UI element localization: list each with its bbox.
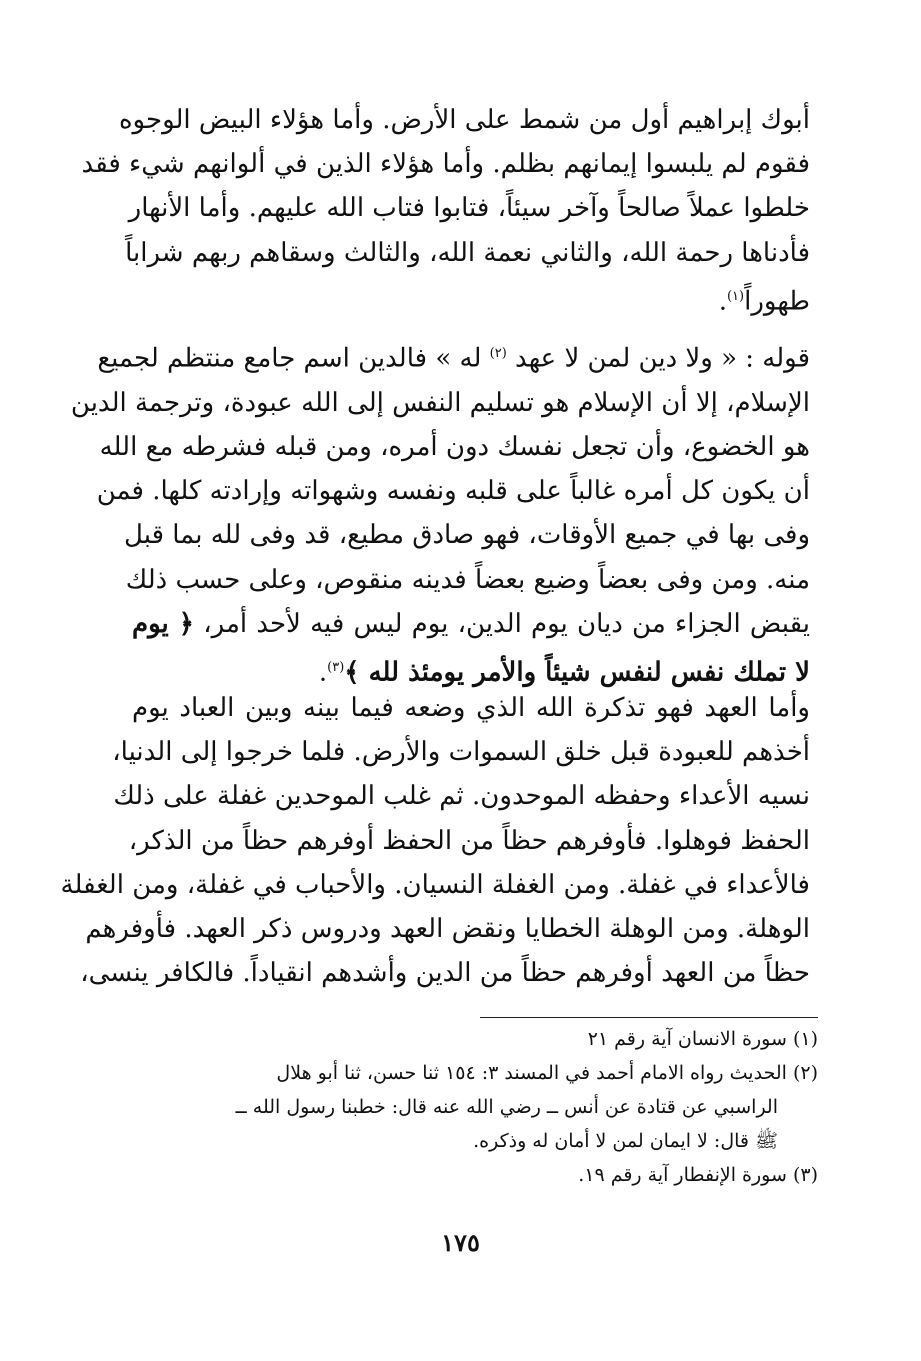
page-number: ١٧٥ [441,1228,480,1257]
text-line: وفى بها في جميع الأوقات، فهو صادق مطيع، قد وفى لله بما قبل [124,520,810,551]
footnote-1: (١) سورة الانسان آية رقم ٢١ [587,1028,818,1050]
text-line: أخذهم للعبودة قبل خلق السموات والأرض. فلما خرجوا إلى الدنيا، [112,737,810,768]
text-line: منه. ومن وفى بعضاً وضيع بعضاً فدينه منقوص، وعلى حسب ذلك [125,564,810,595]
footnote-divider [480,1017,818,1018]
footnote-3: (٣) سورة الإنفطار آية رقم ١٩. [578,1164,818,1186]
text-line: فأدناها رحمة الله، والثاني نعمة الله، والثالث وسقاهم ربهم شراباً [125,237,810,268]
text-line: خلطوا عملاً صالحاً وآخر سيئاً، فتابوا فتاب الله عليهم. وأما الأنهار [128,193,810,224]
text-line: فقوم لم يلبسوا إيمانهم بظلم. وأما هؤلاء الذين في ألوانهم شيء فقد [81,149,810,180]
paragraph-1 [81,98,810,324]
text-line: الإسلام، إلا أن الإسلام هو تسليم النفس إلى الله عبودة، وترجمة الدين [70,387,810,418]
text-fragment: . [718,286,727,317]
text-line: فالأعداء في غفلة. ومن الغفلة النسيان. والأحباب في غفلة، ومن الغفلة [60,869,810,900]
text-line: الوهلة. ومن الوهلة الخطايا ونقض العهد ودروس ذكر العهد. فأوفرهم [85,914,810,945]
footnote-marker: (٢) [489,346,507,361]
quran-verse: لا تملك نفس لنفس شيئاً والأمر يومئذ لله ﴾ [344,657,810,688]
text-line: وأما العهد فهو تذكرة الله الذي وضعه فيما بينه وبين العباد يوم [132,693,810,723]
footnotes [132,1022,818,1192]
text-line [132,602,810,646]
text-line [97,332,810,381]
footnote-marker: (١) [726,288,745,304]
text-line: حظاً من العهد أوفرهم حظاً من الدين وأشدهم انقياداً. فالكافر ينسى، [80,958,810,989]
footnote-2-continued: ﷺ قال: لا ايمان لمن لا أمان له وذكره. [473,1130,778,1152]
text-line [132,275,810,324]
text-line: هو الخضوع، وأن تجعل نفسك دون أمره، ومن قبله فشرطه مع الله [99,432,810,463]
text-fragment: طهوراً [744,286,810,317]
text-line: نسيه الأعداء وحفظه الموحدون. ثم غلب الموحدين غفلة على ذلك [113,781,810,812]
footnote-marker: (٣) [327,660,345,676]
footnote-2-continued: الراسبي عن قتادة عن أنس ــ رضي الله عنه قال: خطبنا رسول الله ــ [235,1096,778,1118]
text-line: أبوك إبراهيم أول من شمط على الأرض. وأما هؤلاء البيض الوجوه [118,105,810,135]
quran-verse-start: ﴿ يوم [132,608,194,639]
text-line: الحفظ فوهلوا. فأوفرهم حظاً من الحفظ أوفرهم حظاً من الذكر، [128,825,810,856]
text-fragment: له » فالدين اسم جامع منتظم لجميع [97,343,482,374]
text-fragment: قوله : « ولا دين لمن لا عهد [515,343,810,374]
paragraph-2 [70,332,810,695]
text-fragment: . [318,657,328,688]
footnote-2: (٢) الحديث رواه الامام أحمد في المسند ٣: ١٥٤ ثنا حسن، ثنا أبو هلال [276,1062,818,1084]
paragraph-3 [60,686,810,995]
text-line: أن يكون كل أمره غالباً على قلبه ونفسه وشهواته وإرادته كلها. فمن [96,476,810,507]
text-fragment: يقبض الجزاء من ديان يوم الدين، يوم ليس فيه لأحد أمر، [203,608,810,639]
